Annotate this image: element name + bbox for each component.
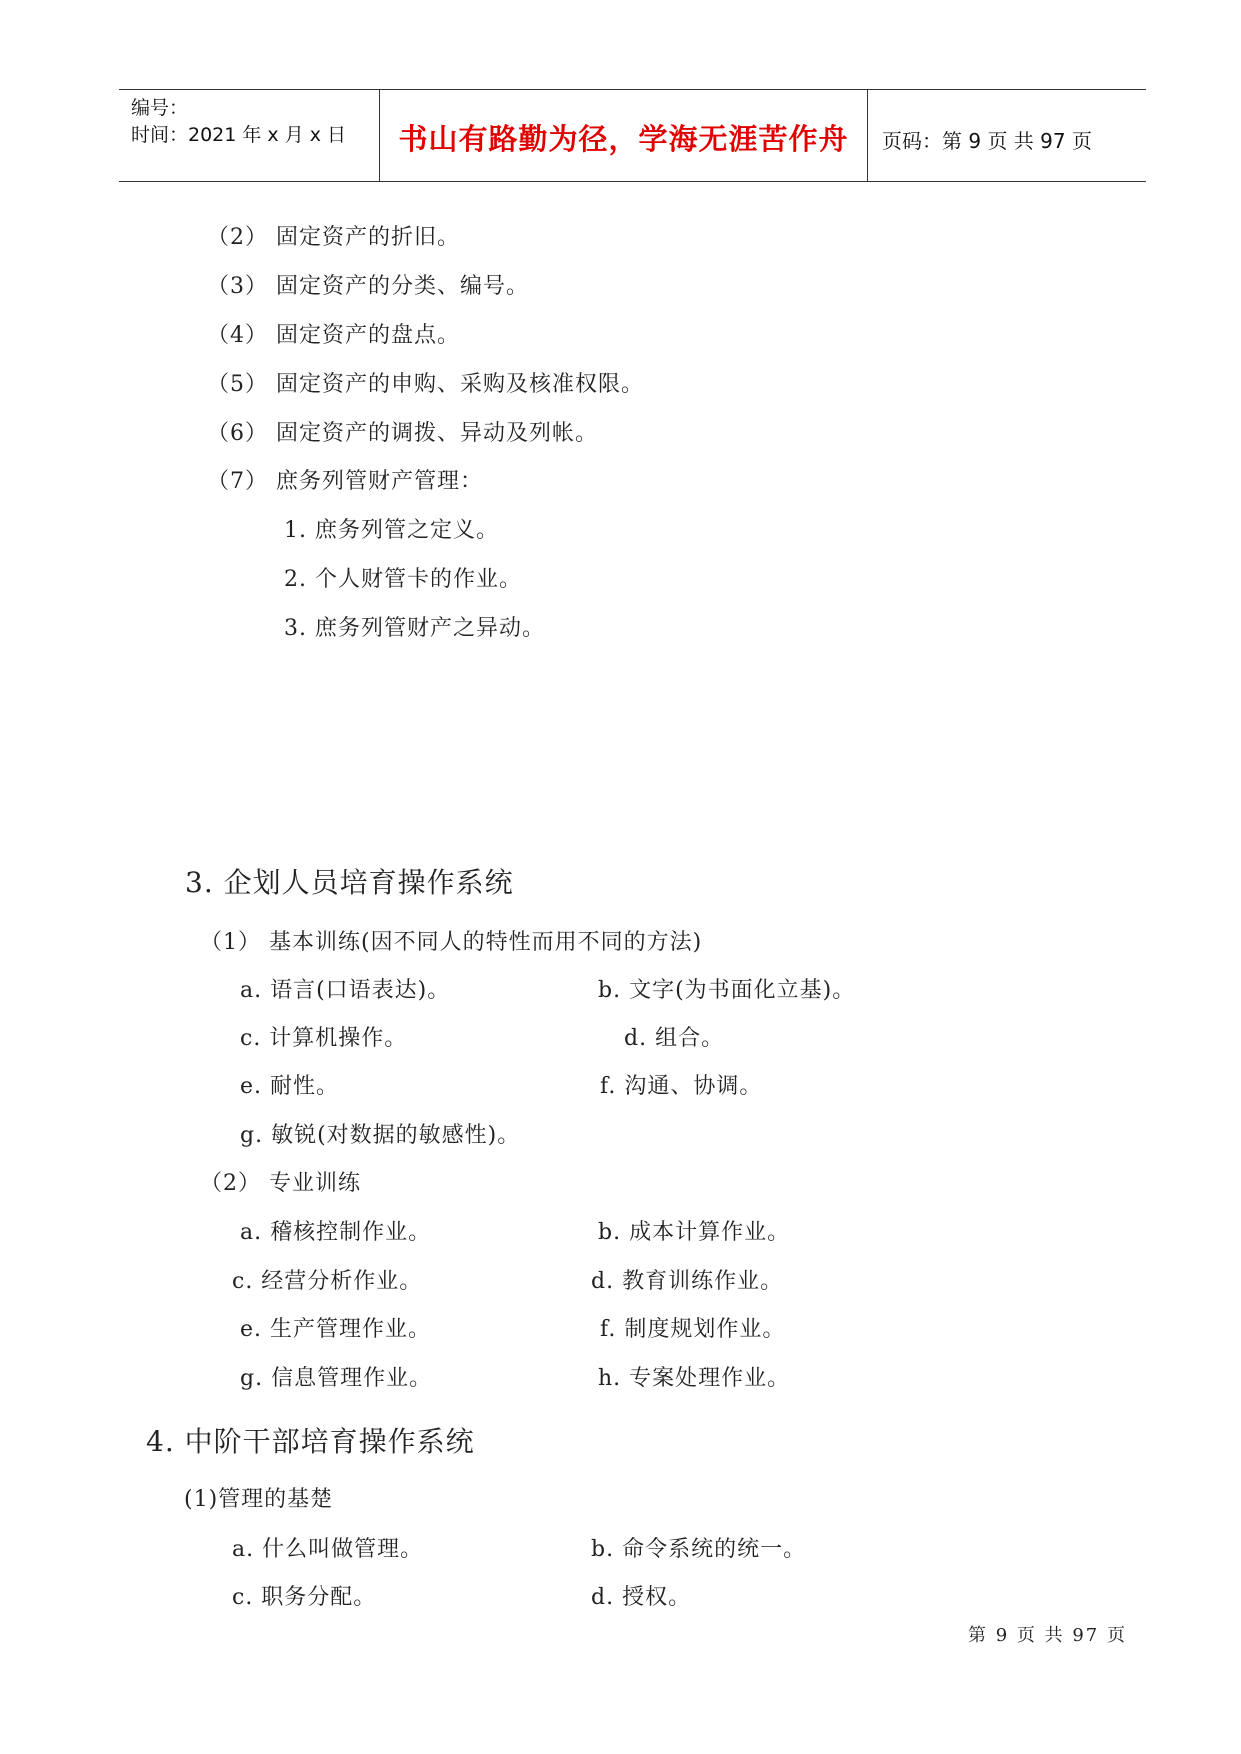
list-item: c. 计算机操作。 [240, 1026, 408, 1051]
list-item: b. 文字(为书面化立基)。 [598, 978, 856, 1003]
list-item: （7） 庶务列管财产管理： [207, 469, 483, 494]
header-top-rule [119, 89, 1146, 90]
footer-page-number: 第 9 页 共 97 页 [968, 1625, 1127, 1646]
list-item: c. 经营分析作业。 [232, 1269, 423, 1294]
list-item: g. 信息管理作业。 [240, 1366, 433, 1391]
list-item: f. 制度规划作业。 [600, 1317, 786, 1342]
professional-training-title: （2） 专业训练 [200, 1171, 361, 1196]
document-date-label: 时间：2021 年 x 月 x 日 [131, 124, 347, 146]
management-basics-title: (1)管理的基楚 [184, 1487, 334, 1512]
list-item: e. 生产管理作业。 [240, 1317, 432, 1342]
sub-list-item: 3. 庶务列管财产之异动。 [284, 616, 545, 641]
list-item: d. 组合。 [624, 1026, 725, 1051]
header-motto: 书山有路勤为径，学海无涯苦作舟 [398, 122, 849, 156]
list-item: h. 专案处理作业。 [598, 1366, 791, 1391]
list-item: b. 命令系统的统一。 [591, 1537, 807, 1562]
sub-list-item: 1. 庶务列管之定义。 [284, 518, 499, 543]
list-item: （3） 固定资产的分类、编号。 [207, 274, 529, 299]
sub-list-item: 2. 个人财管卡的作业。 [284, 567, 522, 592]
header-page-indicator: 页码：第 9 页 共 97 页 [882, 129, 1092, 153]
basic-training-title: （1） 基本训练(因不同人的特性而用不同的方法) [200, 930, 703, 955]
list-item: c. 职务分配。 [232, 1585, 377, 1610]
section-3-heading: 3. 企划人员培育操作系统 [185, 866, 514, 899]
document-number-label: 编号： [131, 97, 189, 119]
list-item: （2） 固定资产的折旧。 [207, 225, 460, 250]
list-item: a. 什么叫做管理。 [232, 1537, 424, 1562]
section-4-heading: 4. 中阶干部培育操作系统 [146, 1425, 475, 1458]
list-item: （5） 固定资产的申购、采购及核准权限。 [207, 372, 644, 397]
list-item: （4） 固定资产的盘点。 [207, 323, 460, 348]
list-item: d. 授权。 [591, 1585, 692, 1610]
list-item: g. 敏锐(对数据的敏感性)。 [240, 1123, 521, 1148]
list-item: e. 耐性。 [240, 1074, 340, 1099]
list-item: a. 语言(口语表达)。 [240, 978, 451, 1003]
header-divider-right [867, 89, 868, 182]
list-item: a. 稽核控制作业。 [240, 1220, 432, 1245]
header-bottom-rule [119, 181, 1146, 182]
list-item: f. 沟通、协调。 [600, 1074, 763, 1099]
list-item: d. 教育训练作业。 [591, 1269, 784, 1294]
list-item: b. 成本计算作业。 [598, 1220, 791, 1245]
list-item: （6） 固定资产的调拨、异动及列帐。 [207, 421, 598, 446]
